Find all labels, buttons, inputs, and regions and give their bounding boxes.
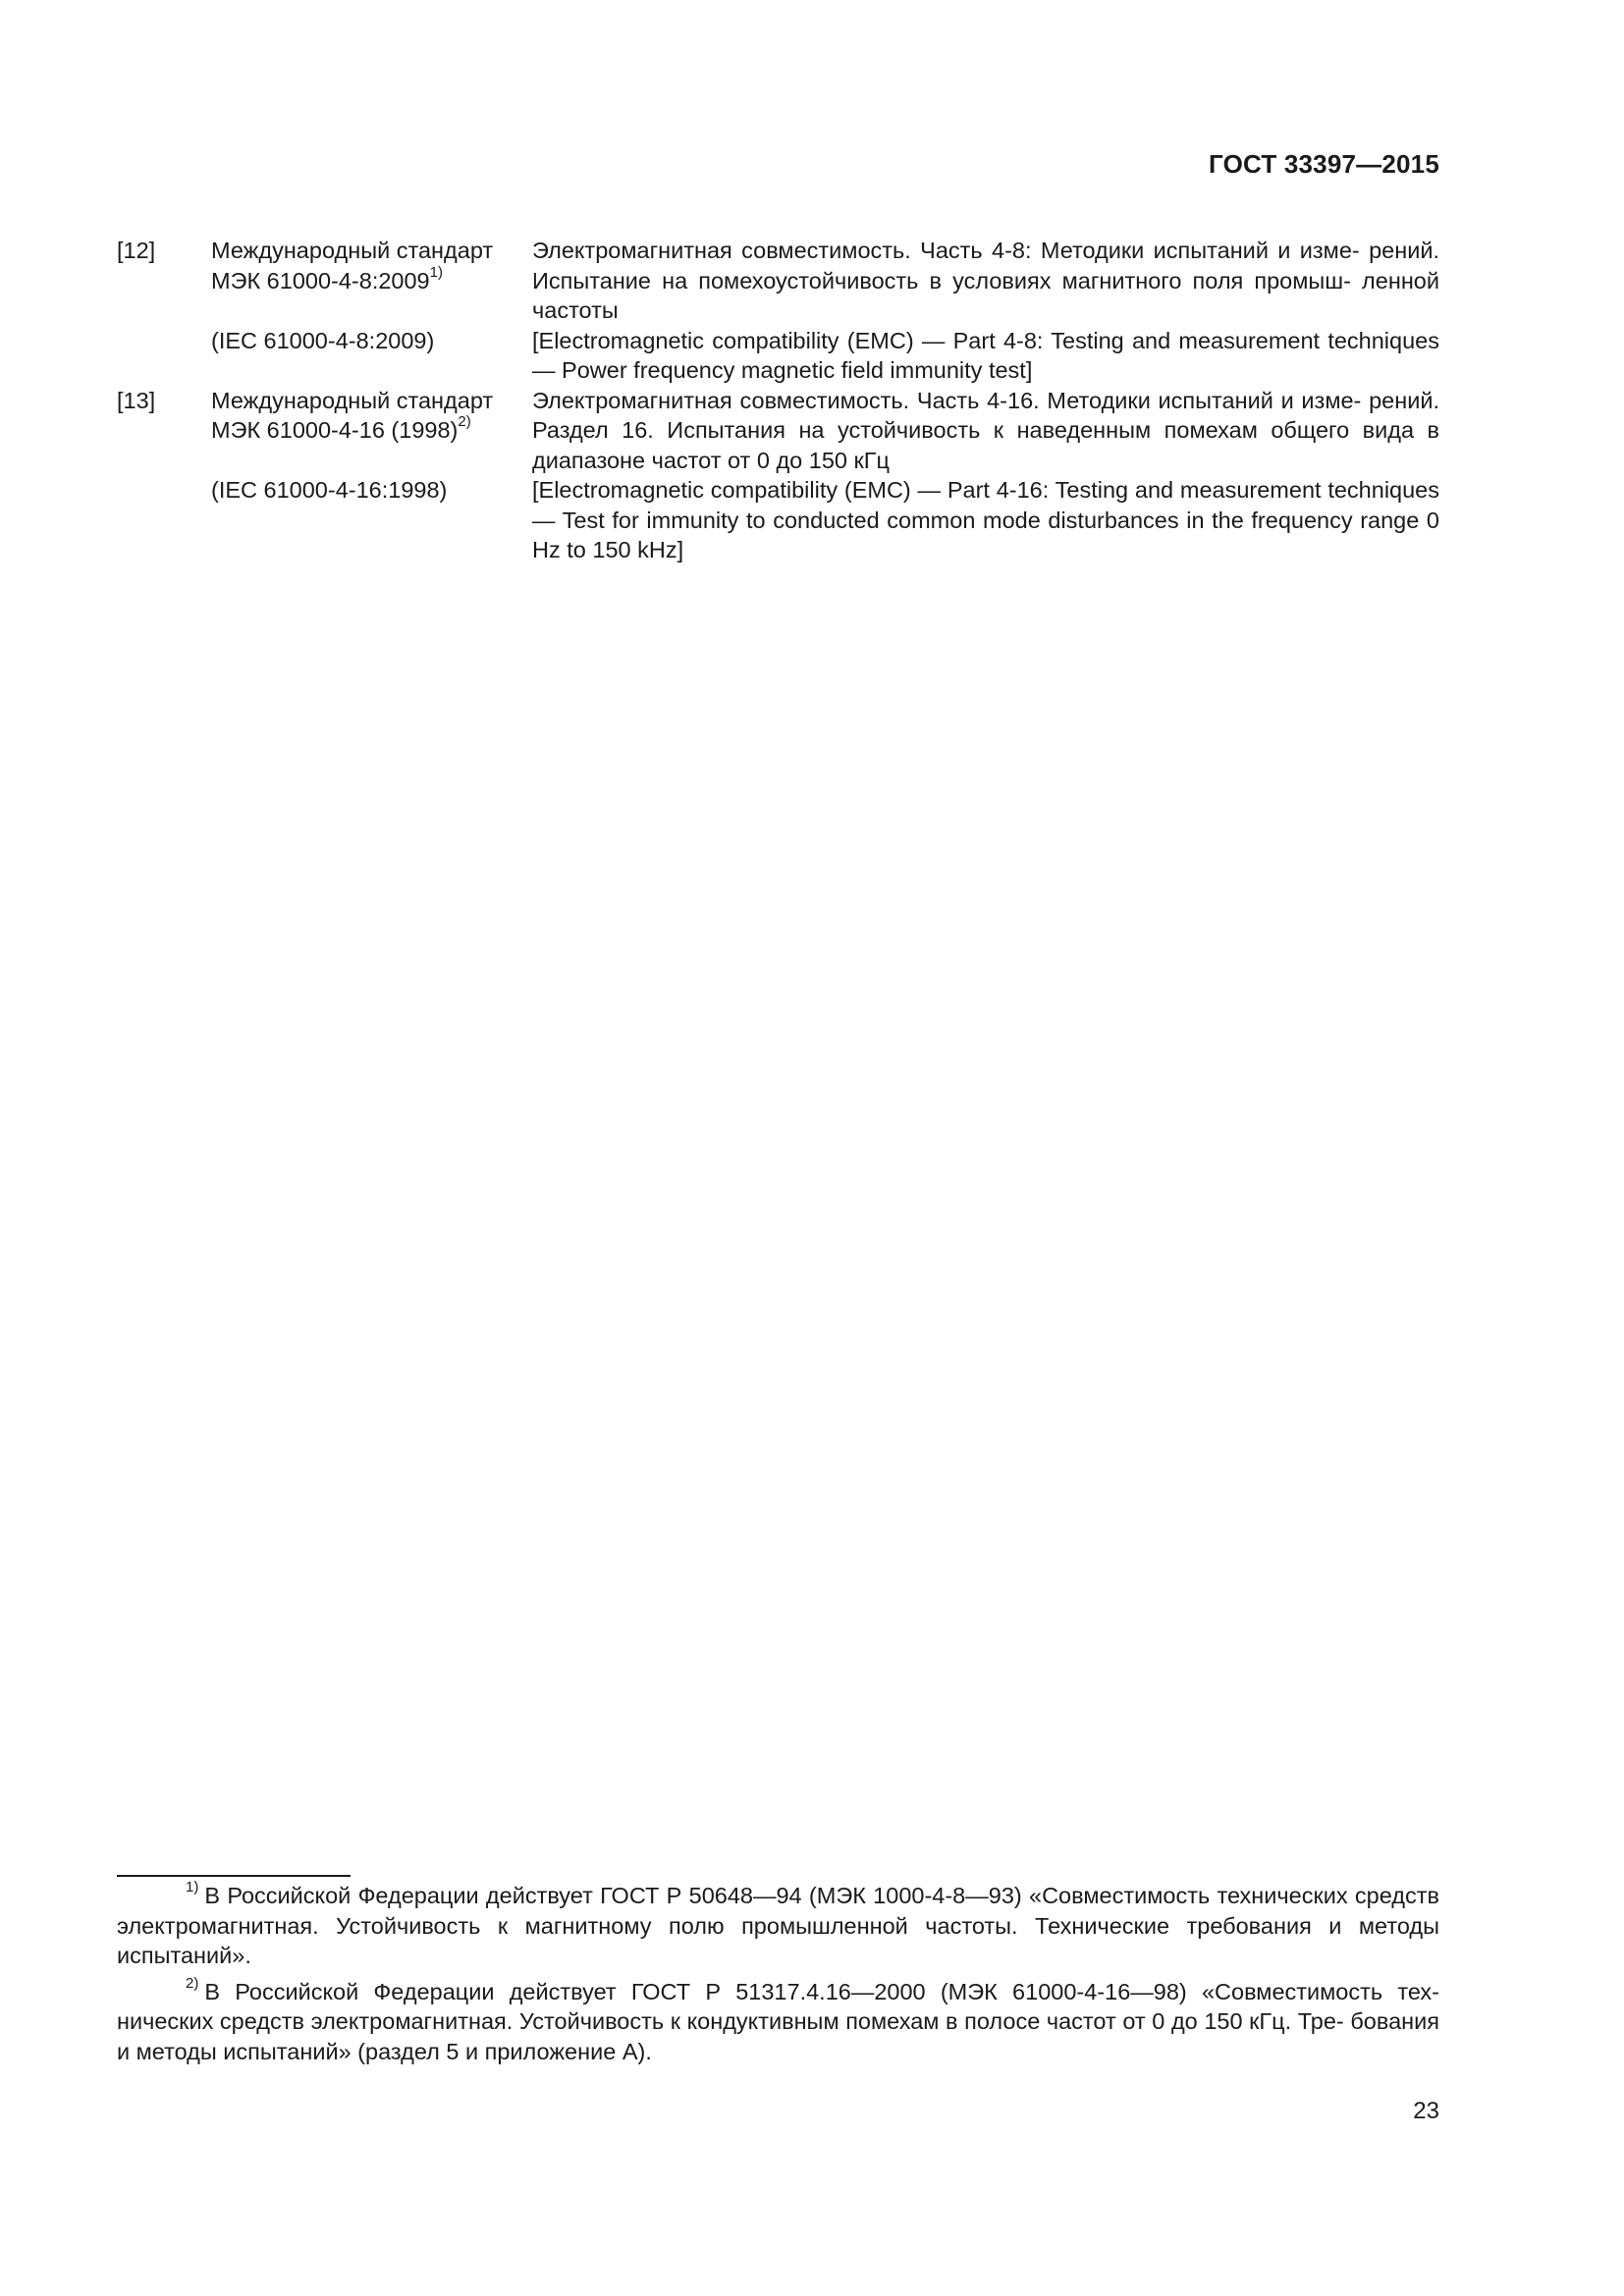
reference-entry-12 bbox=[117, 236, 1439, 386]
reference-row-ru bbox=[117, 236, 1439, 326]
standard-code-text: МЭК 61000-4-16 (1998) bbox=[211, 417, 459, 443]
bibliography bbox=[117, 236, 1439, 565]
reference-row-en bbox=[117, 475, 1439, 565]
footnote-ref: 2) bbox=[458, 413, 471, 431]
reference-title-ru: Электромагнитная совместимость. Часть 4-16. Методики испытаний и изме- рений. Раздел 16. Испытания на устойчивость к наведенным помехам общего вида в диапазоне частот от 0 до 150 кГц bbox=[532, 387, 1439, 473]
reference-title-ru: Электромагнитная совместимость. Часть 4-8: Методики испытаний и изме- рений. Испытание на помехоустойчивость в условиях магнитного поля промыш- ленной частоты bbox=[532, 238, 1439, 323]
reference-row-en bbox=[117, 326, 1439, 386]
reference-number: [13] bbox=[117, 387, 156, 413]
reference-entry-13 bbox=[117, 386, 1439, 565]
document-header: ГОСТ 33397—2015 bbox=[1209, 149, 1439, 179]
footnote-1 bbox=[117, 1881, 1439, 1971]
page-number: 23 bbox=[1413, 2098, 1439, 2124]
reference-title-en: [Electromagnetic compatibility (EMC) — Part 4-16: Testing and measurement techniques — Test for immunity to conducted common mode disturbances in the frequency range 0 Hz to 150 kHz] bbox=[532, 477, 1439, 562]
footnote-mark: 1) bbox=[186, 1879, 199, 1896]
footnote-separator bbox=[117, 1875, 351, 1877]
footnote-text: В Российской Федерации действует ГОСТ Р 51317.4.16—2000 (МЭК 61000-4-16—98) «Совместимость тех- нических средств электромагнитная. Устойчивость к кондуктивным помехам в полосе частот от 0 до 150 кГц. Тре- бования и методы испытаний» (раздел 5 и приложение А). bbox=[117, 1978, 1439, 2064]
footnote-ref: 1) bbox=[429, 263, 443, 281]
standard-code-ru bbox=[211, 263, 525, 296]
reference-number: [12] bbox=[117, 238, 156, 263]
standard-code-text: МЭК 61000-4-8:2009 bbox=[211, 267, 430, 294]
footnote-mark: 2) bbox=[186, 1974, 199, 1992]
reference-title-en: [Electromagnetic compatibility (EMC) — Part 4-8: Testing and measurement techniques — Power frequency magnetic field immunity test] bbox=[532, 327, 1439, 383]
reference-row-ru bbox=[117, 386, 1439, 476]
standard-type: Международный стандарт bbox=[211, 238, 494, 263]
standard-code-en: (IEC 61000-4-8:2009) bbox=[211, 327, 435, 353]
standard-type: Международный стандарт bbox=[211, 387, 494, 413]
standard-code-en: (IEC 61000-4-16:1998) bbox=[211, 477, 448, 503]
footnote-2 bbox=[117, 1974, 1439, 2067]
footnotes bbox=[117, 1875, 1439, 2072]
footnote-text: В Российской Федерации действует ГОСТ Р 50648—94 (МЭК 1000-4-8—93) «Совместимость технических средств электромагнитная. Устойчивость к магнитному полю промышленной частоты. Технические требования и методы испытаний». bbox=[117, 1883, 1439, 1968]
standard-designation bbox=[211, 386, 525, 446]
standard-code-ru bbox=[211, 415, 525, 446]
standard-designation bbox=[211, 236, 525, 295]
